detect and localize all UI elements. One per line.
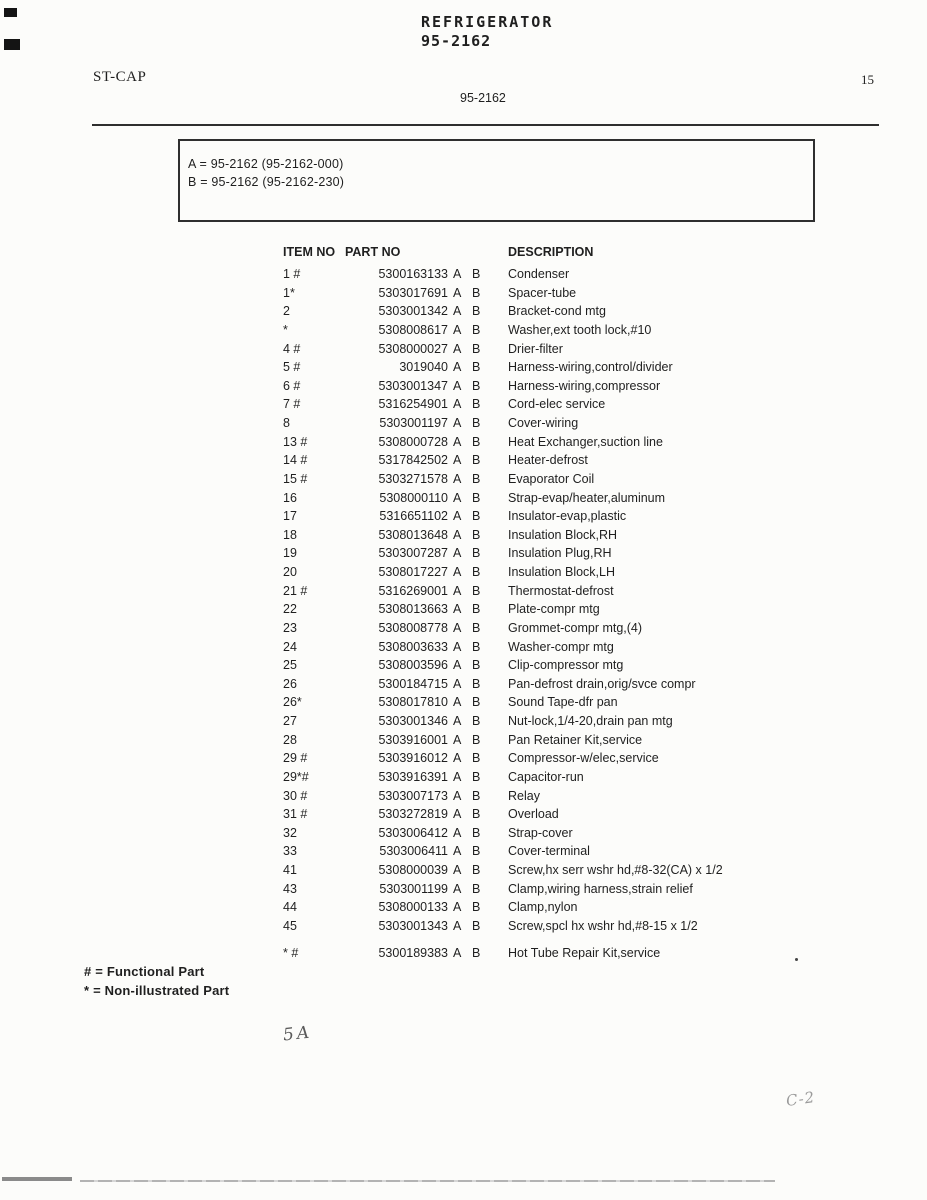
model-b-cell: B: [472, 360, 481, 375]
part-no-cell: 5303001199: [379, 881, 448, 896]
model-b-cell: B: [472, 434, 481, 449]
table-row: [283, 768, 883, 787]
part-no-cell: 5308017227: [378, 565, 448, 579]
description-cell: Plate-compr mtg: [508, 602, 600, 617]
table-row: [283, 731, 883, 750]
table-row: [283, 656, 883, 675]
model-b-cell: B: [472, 416, 481, 430]
item-no-cell: 5 #: [283, 360, 301, 375]
item-no-cell: 33: [283, 844, 297, 859]
part-no-cell: 5303916001: [378, 732, 448, 747]
item-no-cell: 26*: [283, 695, 302, 710]
item-no-cell: 2: [283, 304, 290, 319]
model-b-cell: B: [472, 322, 481, 337]
scan-artifact-mark: [4, 39, 20, 50]
description-cell: Sound Tape-dfr pan: [508, 695, 618, 710]
model-b-cell: B: [472, 676, 481, 691]
model-b-cell: B: [472, 471, 481, 486]
model-a-cell: A: [453, 844, 462, 859]
part-no-cell: 5303006411: [379, 844, 448, 859]
description-cell: Insulation Block,RH: [508, 527, 618, 542]
part-no-cell: 5303916391: [378, 769, 448, 784]
model-a-cell: A: [453, 322, 462, 337]
model-b-cell: B: [472, 769, 481, 784]
parts-table-extra: [283, 944, 883, 963]
description-cell: Capacitor-run: [508, 769, 584, 784]
description-cell: Washer-compr mtg: [508, 639, 614, 654]
model-b-cell: B: [472, 546, 481, 561]
part-no-cell: 5308017810: [378, 695, 448, 710]
model-a-cell: A: [453, 397, 462, 412]
model-b-cell: B: [472, 267, 481, 281]
model-b-cell: B: [472, 825, 481, 840]
section-label: ST-CAP: [93, 69, 147, 85]
table-row: [283, 824, 883, 843]
table-row: [283, 861, 883, 880]
table-row: [283, 749, 883, 768]
model-legend-box: [178, 139, 815, 222]
item-no-cell: 13 #: [283, 434, 308, 449]
item-no-cell: 41: [283, 863, 297, 877]
description-cell: Screw,hx serr wshr hd,#8-32(CA) x 1/2: [508, 863, 723, 877]
description-cell: Clamp,wiring harness,strain relief: [508, 881, 693, 896]
model-b-cell: B: [472, 881, 481, 896]
part-no-cell: 5300189383: [378, 946, 448, 960]
part-no-cell: 5303001342: [378, 304, 448, 319]
model-b-cell: B: [472, 658, 481, 673]
model-a-cell: A: [453, 881, 462, 896]
item-no-cell: 4 #: [283, 341, 301, 356]
description-cell: Heater-defrost: [508, 453, 588, 468]
item-no-cell: 28: [283, 732, 297, 747]
model-a-cell: A: [453, 546, 462, 561]
table-row: [283, 451, 883, 470]
parts-table-body: [283, 265, 883, 936]
model-b-cell: B: [472, 602, 481, 617]
part-no-cell: 5308003633: [378, 639, 448, 654]
table-row: [283, 265, 883, 284]
table-row: [283, 805, 883, 824]
model-b-cell: B: [472, 844, 481, 859]
description-cell: Strap-evap/heater,aluminum: [508, 490, 666, 505]
header-description: DESCRIPTION: [508, 245, 594, 259]
model-a-cell: A: [453, 509, 462, 524]
part-no-cell: 5308013648: [378, 527, 448, 542]
table-row: [283, 340, 883, 359]
handwritten-annotation-right: C-2: [784, 1088, 817, 1110]
page-number: 15: [861, 72, 874, 87]
description-cell: Clip-compressor mtg: [508, 658, 624, 673]
item-no-cell: 1 #: [283, 267, 301, 281]
part-no-cell: 5303017691: [378, 285, 448, 300]
table-row: [283, 787, 883, 806]
table-row: [283, 693, 883, 712]
table-row: [283, 358, 883, 377]
item-no-cell: 43: [283, 881, 297, 896]
item-no-cell: 29 #: [283, 751, 308, 766]
part-no-cell: 3019040: [399, 360, 448, 375]
description-cell: Grommet-compr mtg,(4): [508, 620, 643, 635]
model-a-cell: A: [453, 304, 462, 319]
item-no-cell: 22: [283, 602, 297, 617]
item-no-cell: 24: [283, 639, 297, 654]
description-cell: Hot Tube Repair Kit,service: [508, 946, 661, 960]
model-a-cell: A: [453, 825, 462, 840]
part-no-cell: 5316651102: [379, 509, 448, 524]
model-b-cell: B: [472, 900, 481, 915]
model-a-cell: A: [453, 676, 462, 691]
description-cell: Bracket-cond mtg: [508, 304, 606, 319]
description-cell: Compressor-w/elec,service: [508, 751, 659, 766]
description-cell: Cover-wiring: [508, 416, 579, 430]
part-no-cell: 5303007173: [378, 788, 448, 803]
item-no-cell: 16: [283, 490, 297, 505]
footnote-non-illustrated-part: * = Non-illustrated Part: [84, 983, 230, 998]
model-a-cell: A: [453, 714, 462, 728]
description-cell: Condenser: [508, 267, 570, 281]
model-b-cell: B: [472, 509, 481, 524]
description-cell: Overload: [508, 807, 559, 822]
table-row: [283, 544, 883, 563]
model-b-cell: B: [472, 583, 481, 598]
model-b-cell: B: [472, 695, 481, 710]
table-row: [283, 507, 883, 526]
description-cell: Pan Retainer Kit,service: [508, 732, 643, 747]
table-row: [283, 284, 883, 303]
model-a-cell: A: [453, 285, 462, 300]
item-no-cell: 6 #: [283, 378, 301, 393]
item-no-cell: 26: [283, 676, 297, 691]
model-b-cell: B: [472, 918, 481, 933]
model-a-cell: A: [453, 453, 462, 468]
table-row: [283, 395, 883, 414]
description-cell: Evaporator Coil: [508, 471, 595, 486]
item-no-cell: 29*#: [283, 769, 309, 784]
model-b-cell: B: [472, 453, 481, 468]
item-no-cell: 31 #: [283, 807, 308, 822]
model-b-cell: B: [472, 304, 481, 319]
part-no-cell: 5300163133: [378, 267, 448, 281]
part-no-cell: 5308003596: [378, 658, 448, 673]
part-no-cell: 5300184715: [378, 676, 448, 691]
header-item-no: ITEM NO: [283, 245, 336, 259]
part-no-cell: 5308013663: [378, 602, 448, 617]
description-cell: Harness-wiring,control/divider: [508, 360, 673, 375]
description-cell: Pan-defrost drain,orig/svce compr: [508, 676, 696, 691]
item-no-cell: 44: [283, 900, 297, 915]
item-no-cell: 8: [283, 416, 290, 430]
table-row: [283, 582, 883, 601]
description-cell: Strap-cover: [508, 825, 573, 840]
description-cell: Clamp,nylon: [508, 900, 578, 915]
model-a-cell: A: [453, 490, 462, 505]
table-row: [283, 675, 883, 694]
description-cell: Thermostat-defrost: [508, 583, 614, 598]
model-a-cell: A: [453, 341, 462, 356]
header-part-no: PART NO: [345, 245, 401, 259]
item-no-cell: 45: [283, 918, 297, 933]
table-row: [283, 470, 883, 489]
table-row: [283, 880, 883, 899]
table-row: [283, 638, 883, 657]
table-row: [283, 489, 883, 508]
part-no-cell: 5308000039: [378, 863, 448, 877]
item-no-cell: 14 #: [283, 453, 308, 468]
item-no-cell: 7 #: [283, 397, 301, 412]
item-no-cell: 19: [283, 546, 297, 561]
description-cell: Heat Exchanger,suction line: [508, 434, 663, 449]
description-cell: Cord-elec service: [508, 397, 606, 412]
model-b-cell: B: [472, 397, 481, 412]
model-a-cell: A: [453, 267, 462, 281]
item-no-cell: 27: [283, 714, 297, 728]
part-no-cell: 5308000027: [378, 341, 448, 356]
model-b-cell: B: [472, 751, 481, 766]
scan-artifact-mark: [4, 8, 17, 17]
model-a-cell: A: [453, 900, 462, 915]
model-a-cell: A: [453, 769, 462, 784]
document-title: REFRIGERATOR: [421, 13, 554, 31]
scan-artifact-bottom-line: [80, 1180, 775, 1182]
scan-artifact-mark: [2, 1177, 72, 1181]
table-row: [283, 414, 883, 433]
model-a-cell: A: [453, 527, 462, 542]
part-no-cell: 5308008617: [378, 322, 448, 337]
description-cell: Spacer-tube: [508, 285, 577, 300]
table-row: [283, 433, 883, 452]
description-cell: Nut-lock,1/4-20,drain pan mtg: [508, 714, 673, 728]
parts-table-header: [283, 245, 883, 265]
part-no-cell: 5308000728: [378, 434, 448, 449]
table-row: [283, 712, 883, 731]
scan-artifact-dot: [795, 958, 798, 961]
table-row: [283, 600, 883, 619]
model-a-cell: A: [453, 378, 462, 393]
table-row: [283, 842, 883, 861]
model-b-cell: B: [472, 788, 481, 803]
model-a-cell: A: [453, 946, 462, 960]
model-a-cell: A: [453, 471, 462, 486]
part-no-cell: 5303001197: [379, 416, 448, 430]
model-a-cell: A: [453, 732, 462, 747]
table-row: [283, 944, 883, 963]
model-a-cell: A: [453, 434, 462, 449]
legend-line-b: B = 95-2162 (95-2162-230): [188, 175, 345, 189]
model-a-cell: A: [453, 565, 462, 579]
table-row: [283, 377, 883, 396]
model-a-cell: A: [453, 602, 462, 617]
parts-table: [283, 245, 883, 936]
item-no-cell: 15 #: [283, 471, 308, 486]
description-cell: Drier-filter: [508, 341, 563, 356]
model-b-cell: B: [472, 341, 481, 356]
header-divider-rule: [92, 124, 879, 126]
description-cell: Cover-terminal: [508, 844, 590, 859]
model-a-cell: A: [453, 788, 462, 803]
item-no-cell: 17: [283, 509, 297, 524]
item-no-cell: 25: [283, 658, 297, 673]
model-a-cell: A: [453, 639, 462, 654]
handwritten-annotation-center: 5A: [282, 1022, 314, 1046]
footnote-functional-part: # = Functional Part: [84, 964, 205, 979]
item-no-cell: *: [283, 322, 288, 337]
item-no-cell: 23: [283, 620, 297, 635]
legend-line-a: A = 95-2162 (95-2162-000): [188, 157, 344, 171]
model-a-cell: A: [453, 583, 462, 598]
part-no-cell: 5303007287: [378, 546, 448, 561]
model-b-cell: B: [472, 807, 481, 822]
model-b-cell: B: [472, 946, 481, 960]
model-b-cell: B: [472, 639, 481, 654]
part-no-cell: 5316254901: [378, 397, 448, 412]
part-no-cell: 5303272819: [378, 807, 448, 822]
description-cell: Washer,ext tooth lock,#10: [508, 322, 652, 337]
table-row: [283, 917, 883, 936]
table-row: [283, 302, 883, 321]
model-a-cell: A: [453, 863, 462, 877]
part-no-cell: 5303001346: [378, 714, 448, 728]
item-no-cell: 20: [283, 565, 297, 579]
part-no-cell: 5303001347: [378, 378, 448, 393]
model-a-cell: A: [453, 807, 462, 822]
description-cell: Screw,spcl hx wshr hd,#8-15 x 1/2: [508, 918, 698, 933]
table-row: [283, 563, 883, 582]
model-a-cell: A: [453, 918, 462, 933]
model-b-cell: B: [472, 565, 481, 579]
part-no-cell: 5316269001: [378, 583, 448, 598]
item-no-cell: 18: [283, 527, 297, 542]
part-no-cell: 5308000110: [379, 490, 448, 505]
part-no-cell: 5308008778: [378, 620, 448, 635]
description-cell: Insulation Plug,RH: [508, 546, 612, 561]
model-a-cell: A: [453, 416, 462, 430]
part-no-cell: 5308000133: [378, 900, 448, 915]
model-b-cell: B: [472, 714, 481, 728]
part-no-cell: 5303006412: [378, 825, 448, 840]
model-b-cell: B: [472, 490, 481, 505]
table-row: [283, 526, 883, 545]
table-row: [283, 321, 883, 340]
item-no-cell: 21 #: [283, 583, 308, 598]
part-no-cell: 5303001343: [378, 918, 448, 933]
part-no-cell: 5317842502: [378, 453, 448, 468]
model-b-cell: B: [472, 863, 481, 877]
item-no-cell: * #: [283, 946, 299, 960]
item-no-cell: 1*: [283, 285, 295, 300]
model-a-cell: A: [453, 620, 462, 635]
description-cell: Insulator-evap,plastic: [508, 509, 627, 524]
description-cell: Harness-wiring,compressor: [508, 378, 661, 393]
table-row: [283, 619, 883, 638]
description-cell: Insulation Block,LH: [508, 565, 616, 579]
model-a-cell: A: [453, 658, 462, 673]
model-b-cell: B: [472, 732, 481, 747]
document-title-model: 95-2162: [421, 32, 492, 50]
item-no-cell: 30 #: [283, 788, 308, 803]
item-no-cell: 32: [283, 825, 297, 840]
part-no-cell: 5303271578: [378, 471, 448, 486]
model-a-cell: A: [453, 360, 462, 375]
model-b-cell: B: [472, 620, 481, 635]
description-cell: Relay: [508, 788, 540, 803]
model-b-cell: B: [472, 378, 481, 393]
table-row: [283, 898, 883, 917]
model-b-cell: B: [472, 527, 481, 542]
model-a-cell: A: [453, 751, 462, 766]
center-model-number: 95-2162: [460, 91, 506, 105]
model-b-cell: B: [472, 285, 481, 300]
part-no-cell: 5303916012: [378, 751, 448, 766]
model-a-cell: A: [453, 695, 462, 710]
